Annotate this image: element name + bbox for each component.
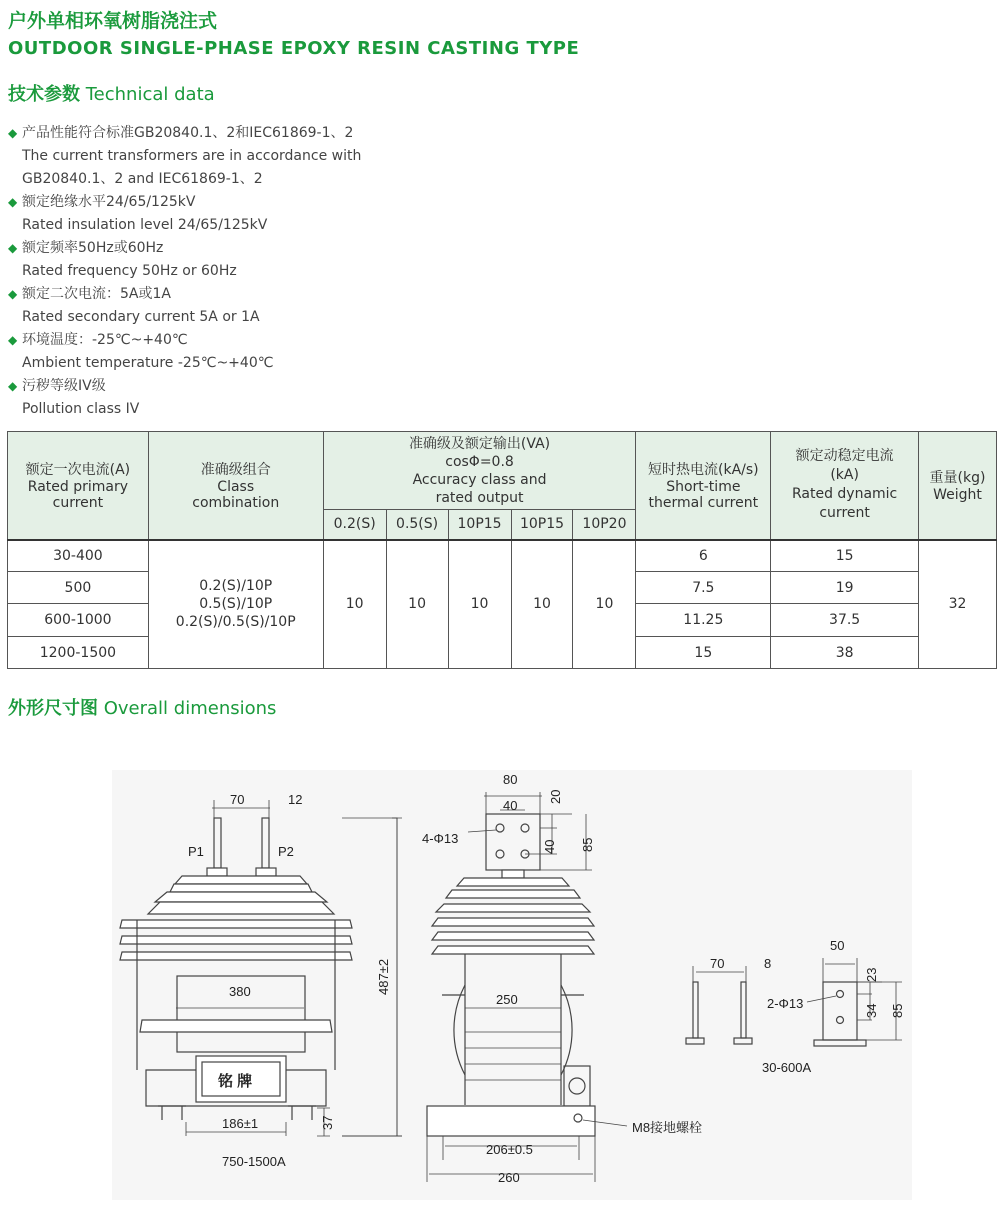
- diamond-icon: ◆: [8, 195, 18, 209]
- shed-3: [120, 920, 352, 928]
- nameplate-label: 铭 牌: [218, 1073, 253, 1090]
- caption-750-1500a: 750-1500A: [222, 1154, 286, 1169]
- side-dim-20: 20: [548, 789, 563, 804]
- cell-thermal: 11.25: [636, 604, 771, 637]
- shed-5: [120, 952, 352, 960]
- cell-dynamic: 38: [771, 637, 919, 669]
- bullet-1-en-1: The current transformers are in accordance with: [22, 148, 362, 164]
- table-row: [8, 540, 997, 572]
- side-dim-40-vertical: 40: [542, 839, 557, 854]
- subheader-10p20: 10P20: [573, 510, 636, 540]
- detail-holes-label: 2-Φ13: [767, 996, 804, 1011]
- diamond-icon: ◆: [8, 379, 18, 393]
- detail-dim-70: 70: [710, 956, 725, 971]
- label-p1: P1: [188, 844, 204, 859]
- cell-dynamic: 19: [771, 572, 919, 604]
- base: [427, 1106, 595, 1136]
- front-dim-380: 380: [229, 984, 251, 999]
- subheader-10p15-b: 10P15: [511, 510, 573, 540]
- side-dim-40: 40: [503, 798, 518, 813]
- header-dynamic-current: 额定动稳定电流 (kA) Rated dynamic current: [771, 432, 919, 540]
- overall-dimensions-heading: [8, 694, 276, 720]
- bullet-6-en: Pollution class IV: [22, 401, 140, 417]
- cell-dynamic: 15: [771, 540, 919, 572]
- cell-weight: 32: [919, 540, 997, 669]
- side-dim-80: 80: [503, 772, 518, 787]
- cell-output-0-2s: 10: [323, 540, 386, 669]
- title-cn: 户外单相环氧树脂浇注式: [8, 10, 218, 32]
- dimension-drawing: [112, 770, 912, 1200]
- front-dim-37: 37: [320, 1115, 335, 1130]
- detail-dim-8: 8: [764, 956, 772, 971]
- side-dim-260: 260: [498, 1170, 520, 1185]
- bullet-5-en: Ambient temperature -25℃~+40℃: [22, 355, 274, 371]
- shed-4: [120, 936, 352, 944]
- diamond-icon: ◆: [8, 126, 18, 140]
- diamond-icon: ◆: [8, 287, 18, 301]
- bullet-5-cn: ◆ 环境温度：-25℃~+40℃: [8, 329, 568, 352]
- bullet-6-cn: ◆ 污秽等级IV级: [8, 375, 568, 398]
- technical-data-heading-en: Technical data: [85, 84, 215, 105]
- front-dim-186: 186±1: [222, 1116, 259, 1131]
- bullet-1-en-2: GB20840.1、2 and IEC61869-1、2: [22, 171, 263, 187]
- cell-output-10p15-a: 10: [448, 540, 511, 669]
- cell-current: 30-400: [8, 540, 149, 572]
- cell-thermal: 7.5: [636, 572, 771, 604]
- bullet-3-en: Rated frequency 50Hz or 60Hz: [22, 263, 237, 279]
- technical-data-heading-cn: 技术参数: [8, 84, 80, 105]
- front-dim-487: 487±2: [376, 958, 391, 995]
- caption-30-600a: 30-600A: [762, 1060, 812, 1075]
- side-dim-206: 206±0.5: [486, 1142, 533, 1157]
- front-dim-70: 70: [230, 792, 245, 807]
- diamond-icon: ◆: [8, 241, 18, 255]
- ground-bolt-label: M8接地螺栓: [632, 1120, 703, 1135]
- bullet-3-cn: ◆ 额定频率50Hz或60Hz: [8, 237, 568, 260]
- detail-dim-50: 50: [830, 938, 845, 953]
- cell-output-10p20: 10: [573, 540, 636, 669]
- title-en: OUTDOOR SINGLE-PHASE EPOXY RESIN CASTING TYPE: [8, 38, 580, 59]
- shed-2: [155, 892, 327, 902]
- header-accuracy-output: 准确级及额定输出(VA) cosΦ=0.8 Accuracy class and rated output: [323, 432, 636, 510]
- subheader-0-2s: 0.2(S): [323, 510, 386, 540]
- side-dim-250: 250: [496, 992, 518, 1007]
- technical-data-heading: [8, 80, 215, 106]
- cell-current: 500: [8, 572, 149, 604]
- diamond-icon: ◆: [8, 333, 18, 347]
- spec-table: [7, 431, 997, 669]
- cell-class-combinations: 0.2(S)/10P 0.5(S)/10P 0.2(S)/0.5(S)/10P: [148, 540, 323, 669]
- bullet-1-cn: ◆ 产品性能符合标准GB20840.1、2和IEC61869-1、2: [8, 122, 568, 145]
- bullet-2-en: Rated insulation level 24/65/125kV: [22, 217, 268, 233]
- bullet-4-en: Rated secondary current 5A or 1A: [22, 309, 260, 325]
- cell-thermal: 15: [636, 637, 771, 669]
- cell-output-10p15-b: 10: [511, 540, 573, 669]
- bullet-4-cn: ◆ 额定二次电流：5A或1A: [8, 283, 568, 306]
- overall-dimensions-heading-cn: 外形尺寸图: [8, 698, 98, 719]
- header-thermal-current: 短时热电流(kA/s) Short-time thermal current: [636, 432, 771, 540]
- cell-current: 1200-1500: [8, 637, 149, 669]
- bullet-2-cn: ◆ 额定绝缘水平24/65/125kV: [8, 191, 568, 214]
- header-rated-primary-current: 额定一次电流(A) Rated primary current: [8, 432, 149, 540]
- detail-dim-85: 85: [890, 1003, 905, 1018]
- spec-bullet-list: [8, 122, 568, 421]
- cell-current: 600-1000: [8, 604, 149, 637]
- cell-thermal: 6: [636, 540, 771, 572]
- subheader-0-5s: 0.5(S): [386, 510, 448, 540]
- label-p2: P2: [278, 844, 294, 859]
- subheader-10p15-a: 10P15: [448, 510, 511, 540]
- side-dim-85: 85: [580, 837, 595, 852]
- overall-dimensions-heading-en: Overall dimensions: [103, 698, 277, 719]
- front-dim-12: 12: [288, 792, 303, 807]
- detail-dim-23: 23: [864, 967, 879, 982]
- cell-dynamic: 37.5: [771, 604, 919, 637]
- shed-1: [175, 876, 307, 884]
- detail-dim-34: 34: [864, 1003, 879, 1018]
- header-weight: 重量(kg) Weight: [919, 432, 997, 540]
- side-holes-label: 4-Φ13: [422, 831, 459, 846]
- header-class-combination: 准确级组合 Class combination: [148, 432, 323, 540]
- cell-output-0-5s: 10: [386, 540, 448, 669]
